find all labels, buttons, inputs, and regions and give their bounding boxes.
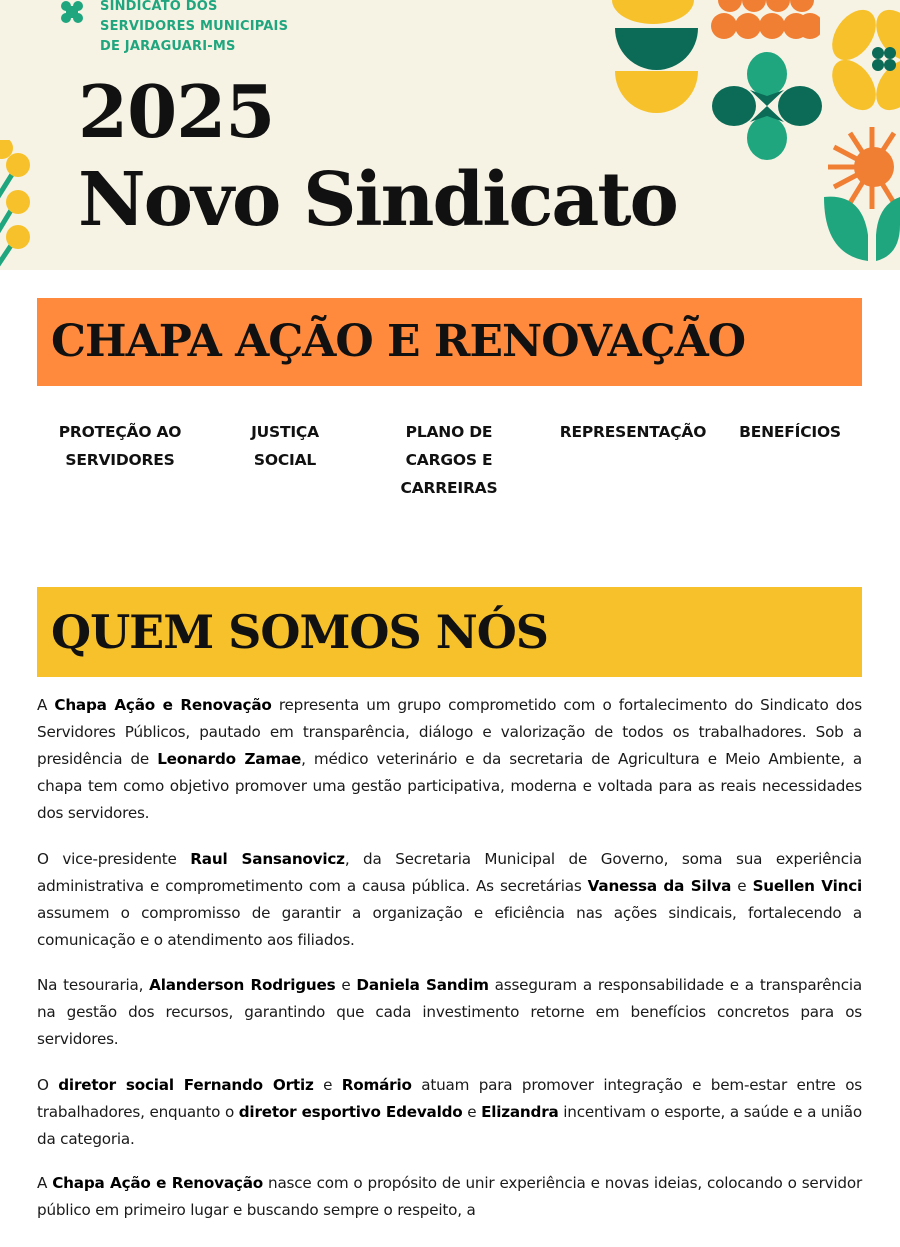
pillar-beneficios [731,418,849,446]
text-segment: , médico veterinário e da secretaria de Agricultura e Meio Ambiente, a chapa tem como objetivo promover uma gestão participativa, moderna e voltada para as reais necessidades dos servidores. [37,750,862,822]
bold-name: Vanessa da Silva [587,877,732,895]
bold-name: Suellen Vinci [752,877,863,895]
bold-name: Daniela Sandim [356,976,489,994]
pillar-line: BENEFÍCIOS [739,423,841,441]
pillar-line: PLANO DE [405,423,493,441]
text-segment: , da Secretaria Municipal de Governo, soma sua experiência administrativa e comprometimento com a causa pública. As secretárias [37,850,863,895]
yellow-flower-decoration-icon [832,5,900,115]
pillars-list [37,418,862,508]
paragraph-vice-secretarias [37,846,862,954]
pillar-representacao [545,418,721,446]
chapa-banner: CHAPA AÇÃO E RENOVAÇÃO [37,298,862,386]
header [0,0,900,270]
pillar-plano [387,418,511,502]
bold-name: Chapa Ação e Renovação [54,696,272,714]
paragraph-proposito [37,1170,862,1224]
pillar-line: CARGOS E [405,451,493,469]
paragraph-tesouraria [37,972,862,1053]
text-segment: incentivam o esporte, a saúde e a união da categoria. [37,1103,862,1148]
pillar-line: PROTEÇÃO AO [58,423,182,441]
bold-name: Elizandra [481,1103,559,1121]
pillar-line: REPRESENTAÇÃO [559,423,707,441]
flower-sprig-decoration-icon [0,140,40,270]
text-segment: e [462,1103,482,1121]
bold-name: Alanderson Rodrigues [149,976,336,994]
org-name-line: DE JARAGUARI-MS [100,39,236,54]
bold-name: Romário [341,1076,412,1094]
text-segment: A [37,1174,53,1192]
text-segment: e [731,877,753,895]
text-segment: A [37,696,55,714]
paragraph-diretores [37,1072,862,1153]
bold-name: diretor esportivo Edevaldo [238,1103,463,1121]
bold-name: Chapa Ação e Renovação [52,1174,263,1192]
text-segment: nasce com o propósito de unir experiência e novas ideias, colocando o servidor público em primeiro lugar e buscando sempre o respeito, a [37,1174,862,1219]
pillar-line: CARREIRAS [400,479,498,497]
clover-icon [60,1,84,23]
org-block [60,0,288,57]
bold-name: diretor social Fernando Ortiz [58,1076,314,1094]
org-name-line: SERVIDORES MUNICIPAIS [100,19,289,34]
text-segment: O vice-presidente [37,850,191,868]
text-segment: asseguram a responsabilidade e a transparência na gestão dos recursos, garantindo que cada investimento retorne em benefícios concretos para os servidores. [37,976,862,1048]
pillar-line: SERVIDORES [65,451,175,469]
pillar-protecao [37,418,203,474]
title-year: 2025 [78,69,275,154]
sun-flower-decoration-icon [822,125,900,265]
text-segment: O [37,1076,59,1094]
text-segment: Na tesouraria, [37,976,150,994]
text-segment: assumem o compromisso de garantir a organização e eficiência nas ações sindicais, fortalecendo a comunicação e o atendimento aos filiados. [37,904,862,949]
quem-somos-banner: QUEM SOMOS NÓS [37,587,862,677]
pillar-justica [229,418,341,474]
pillar-line: JUSTIÇA [251,423,319,441]
text-segment: e [335,976,357,994]
text-segment: atuam para promover integração e bem-estar entre os trabalhadores, enquanto o [37,1076,862,1121]
pillar-line: SOCIAL [253,451,317,469]
page-title: Novo Sindicato [78,157,677,243]
four-petal-flower-decoration-icon [712,52,822,160]
text-segment: representa um grupo comprometido com o fortalecimento do Sindicato dos Servidores Públicos, pautado em transparência, diálogo e valorização de todos os trabalhadores. Sob a presidência de [37,696,862,768]
bold-name: Raul Sansanovicz [190,850,345,868]
scallop-decoration-icon [710,0,820,45]
text-segment: e [313,1076,342,1094]
org-name-line: SINDICATO DOS [100,0,218,14]
half-circles-decoration-icon [608,0,698,120]
bold-name: Leonardo Zamae [157,750,302,768]
paragraph-intro [37,692,862,827]
org-name [100,0,288,57]
